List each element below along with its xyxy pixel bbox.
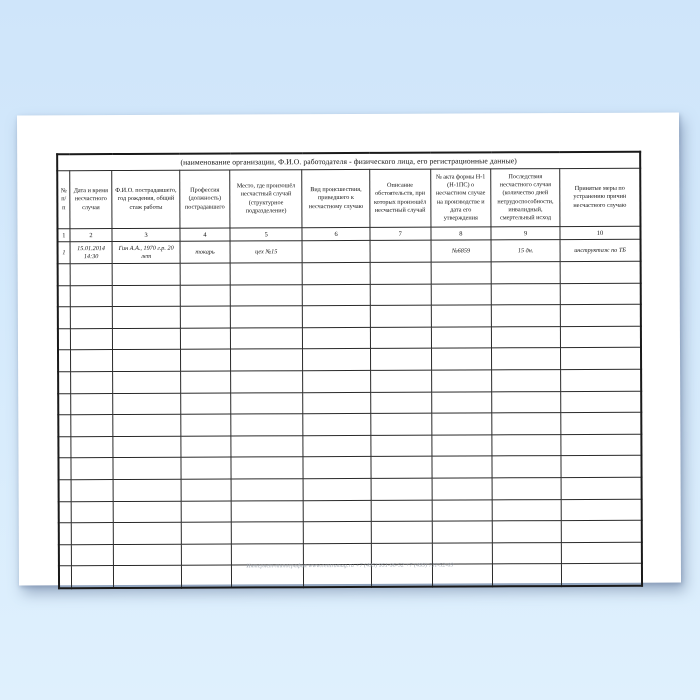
empty-cell [230, 263, 302, 285]
empty-row-12 [59, 499, 642, 523]
empty-cell [58, 307, 70, 329]
empty-cell [230, 306, 302, 328]
empty-cell [493, 542, 562, 564]
empty-cell [59, 523, 71, 545]
empty-cell [431, 305, 492, 327]
entry-1-col-8: №6859 [431, 240, 492, 262]
empty-cell [492, 434, 561, 456]
empty-row-3 [58, 304, 641, 328]
accident-register-table-wrap [56, 151, 643, 589]
empty-cell [432, 499, 493, 521]
empty-row-7 [58, 391, 641, 415]
empty-cell [492, 413, 561, 435]
empty-cell [113, 436, 181, 458]
journal-page [17, 113, 681, 586]
empty-cell [113, 285, 181, 307]
empty-cell [231, 522, 303, 544]
empty-cell [59, 544, 71, 566]
empty-cell [180, 328, 230, 350]
empty-cell [230, 327, 302, 349]
empty-cell [180, 349, 230, 371]
empty-cell [431, 262, 492, 284]
empty-cell [58, 393, 70, 415]
empty-cell [231, 414, 303, 436]
empty-cell [371, 500, 432, 522]
empty-cell [71, 501, 114, 523]
empty-cell [561, 412, 642, 434]
empty-cell [71, 415, 114, 437]
accident-register-table [56, 151, 643, 589]
empty-cell [70, 350, 113, 372]
empty-cell [431, 370, 492, 392]
empty-cell [492, 456, 561, 478]
empty-cell [432, 521, 493, 543]
empty-cell [113, 414, 181, 436]
empty-cell [491, 283, 560, 305]
empty-cell [431, 327, 492, 349]
empty-cell [492, 370, 561, 392]
empty-cell [231, 500, 303, 522]
empty-cell [492, 521, 561, 543]
empty-cell [114, 522, 182, 544]
empty-cell [492, 499, 561, 521]
empty-cell [113, 350, 181, 372]
empty-cell [371, 413, 432, 435]
empty-cell [58, 415, 70, 437]
empty-cell [371, 478, 432, 500]
empty-cell [303, 435, 371, 457]
empty-cell [112, 263, 180, 285]
empty-cell [71, 544, 114, 566]
empty-cell [113, 501, 181, 523]
empty-row-5 [58, 348, 641, 372]
empty-cell [303, 478, 371, 500]
empty-cell [492, 326, 561, 348]
empty-cell [561, 542, 642, 564]
column-number-3: 3 [112, 228, 180, 241]
empty-cell [302, 262, 370, 284]
empty-cell [71, 523, 114, 545]
column-number-4: 4 [180, 228, 230, 241]
empty-row-6 [58, 369, 641, 393]
empty-cell [58, 350, 70, 372]
empty-cell [58, 264, 70, 286]
header-cell-col-5: Место, где произошёл несчастный случай (структурное подразделение) [230, 170, 303, 228]
empty-cell [180, 285, 230, 307]
empty-cell [304, 543, 372, 565]
empty-cell [70, 393, 113, 415]
empty-cell [431, 435, 492, 457]
empty-cell [560, 261, 641, 283]
empty-cell [492, 391, 561, 413]
column-number-7: 7 [370, 227, 431, 240]
empty-row-2 [58, 283, 641, 307]
empty-row-11 [59, 477, 642, 501]
empty-row-8 [58, 412, 641, 436]
empty-cell [181, 457, 231, 479]
column-headers-row [57, 168, 640, 229]
empty-cell [58, 436, 70, 458]
empty-cell [431, 413, 492, 435]
entry-1-col-2: 15.01.2014 14:30 [70, 242, 113, 264]
column-number-5: 5 [230, 228, 302, 241]
empty-cell [492, 478, 561, 500]
empty-cell [70, 264, 113, 286]
empty-cell [561, 369, 642, 391]
empty-cell [59, 480, 71, 502]
empty-cell [231, 457, 303, 479]
empty-cell [113, 458, 181, 480]
empty-cell [431, 348, 492, 370]
header-cell-col-9: Последствия несчастного случая (количество дней нетрудоспособности, инвалидный, смертельный исход [491, 169, 560, 227]
header-cell-col-4: Профессия (должность) пострадавшего [180, 170, 230, 228]
empty-cell [432, 543, 493, 565]
empty-cell [59, 501, 71, 523]
empty-cell [561, 456, 642, 478]
empty-cell [231, 392, 303, 414]
header-cell-col-6: Вид происшествия, приведшего к несчастному случаю [302, 169, 370, 227]
empty-cell [303, 370, 371, 392]
empty-cell [561, 434, 642, 456]
empty-cell [303, 349, 371, 371]
empty-cell [560, 326, 641, 348]
organization-band-title: (наименование организации, Ф.И.О. работодателя - физического лица, его регистрационные данные) [57, 152, 640, 171]
empty-cell [303, 414, 371, 436]
print-shop-footer-note: Интернет-типография www.centromag.ru +7 (495) 951-96-52 +7 (499) 711-52-09 [246, 562, 454, 570]
empty-cell [181, 479, 231, 501]
empty-cell [114, 544, 182, 566]
empty-cell [231, 435, 303, 457]
empty-cell [491, 305, 560, 327]
empty-cell [113, 393, 181, 415]
empty-cell [561, 499, 642, 521]
empty-cell [303, 392, 371, 414]
empty-cell [181, 371, 231, 393]
column-number-9: 9 [491, 227, 560, 240]
empty-cell [303, 306, 371, 328]
empty-cell [370, 305, 431, 327]
empty-cell [371, 392, 432, 414]
empty-cell [71, 458, 114, 480]
header-cell-col-10: Принятые меры по устранению причин несчастного случаю [560, 168, 641, 226]
header-cell-col-3: Ф.И.О. пострадавшего, год рождения, общий стаж работы [112, 170, 180, 228]
empty-cell [303, 500, 371, 522]
empty-cell [231, 543, 303, 565]
empty-cell [432, 456, 493, 478]
entry-1-col-3: Гин А.А., 1970 г.р. 20 лет [112, 241, 180, 263]
empty-cell [370, 262, 431, 284]
entry-1-col-1: 1 [58, 242, 70, 264]
empty-cell [231, 349, 303, 371]
empty-cell [303, 457, 371, 479]
column-number-1: 1 [57, 229, 69, 242]
empty-cell [303, 284, 371, 306]
empty-cell [70, 371, 113, 393]
entry-1-col-6 [302, 240, 370, 262]
empty-cell [58, 285, 70, 307]
empty-cell [113, 371, 181, 393]
empty-cell [371, 435, 432, 457]
empty-cell [181, 414, 231, 436]
empty-cell [113, 328, 181, 350]
empty-cell [560, 348, 641, 370]
column-number-10: 10 [560, 226, 641, 239]
empty-row-9 [58, 434, 641, 458]
empty-cell [371, 521, 432, 543]
empty-cell [491, 262, 560, 284]
empty-cell [561, 520, 642, 542]
empty-cell [370, 349, 431, 371]
empty-cell [432, 478, 493, 500]
entry-1-col-9: 15 дн. [491, 240, 560, 262]
empty-row-10 [58, 456, 641, 480]
column-number-6: 6 [302, 227, 370, 240]
column-number-2: 2 [70, 229, 113, 242]
empty-cell [561, 477, 642, 499]
header-cell-col-8: № акта формы Н-1 (Н-1ПС) о несчастном случае на производстве и дата его утверждения [430, 169, 491, 227]
empty-cell [113, 479, 181, 501]
empty-cell [113, 306, 181, 328]
empty-cell [181, 522, 231, 544]
empty-cell [71, 479, 114, 501]
entry-row-1 [58, 239, 641, 264]
empty-cell [370, 327, 431, 349]
entry-1-col-4: токарь [180, 241, 230, 263]
empty-cell [231, 371, 303, 393]
empty-cell [370, 284, 431, 306]
journal-table-body [57, 152, 642, 588]
column-number-8: 8 [431, 227, 492, 240]
empty-cell [304, 522, 372, 544]
empty-cell [561, 391, 642, 413]
empty-cell [58, 372, 70, 394]
empty-row-1 [58, 261, 641, 285]
empty-cell [58, 328, 70, 350]
header-cell-col-2: Дата и время несчастного случая [69, 171, 112, 229]
empty-cell [431, 283, 492, 305]
empty-cell [560, 283, 641, 305]
empty-cell [371, 456, 432, 478]
entry-1-col-7 [370, 240, 431, 262]
entry-1-col-10: инструктаж по ТБ [560, 239, 641, 261]
empty-cell [181, 436, 231, 458]
empty-cell [70, 328, 113, 350]
empty-cell [431, 391, 492, 413]
empty-cell [181, 501, 231, 523]
empty-cell [180, 306, 230, 328]
empty-cell [181, 393, 231, 415]
header-cell-col-7: Описание обстоятельств, при которых произошёл несчастный случай [370, 169, 431, 227]
empty-cell [180, 263, 230, 285]
empty-cell [230, 284, 302, 306]
empty-cell [58, 458, 70, 480]
empty-cell [71, 436, 114, 458]
empty-cell [371, 543, 432, 565]
empty-cell [70, 307, 113, 329]
empty-cell [231, 479, 303, 501]
empty-cell [303, 327, 371, 349]
empty-cell [70, 285, 113, 307]
empty-cell [181, 544, 231, 566]
header-cell-col-1: № п/п [57, 171, 69, 229]
empty-cell [492, 348, 561, 370]
empty-row-13 [59, 520, 642, 544]
entry-1-col-5: цех №15 [230, 241, 302, 263]
empty-cell [371, 370, 432, 392]
empty-row-4 [58, 326, 641, 350]
empty-cell [560, 304, 641, 326]
